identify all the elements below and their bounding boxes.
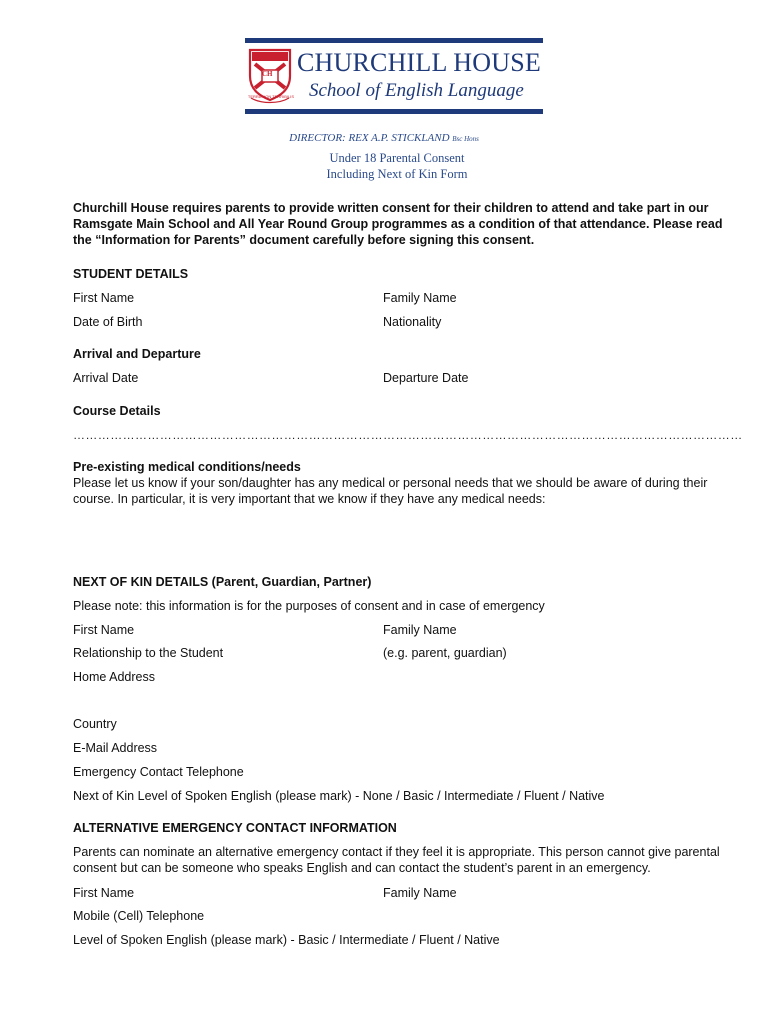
alt-contact-paragraph: Parents can nominate an alternative emergency contact if they feel it is appropriate. This person cannot give parental consent but can be someone who speaks English and can contact the student’s parent in an emergency. — [73, 845, 720, 875]
kin-email-label: E-Mail Address — [73, 741, 158, 755]
course-details-dotted-line: ……………………………………………………………………………………………………………………………………………… — [73, 428, 743, 442]
crest-motto: TERRA NON TERRIBILIS — [247, 94, 295, 99]
kin-first-name-label: First Name — [73, 623, 135, 637]
student-nationality-label: Nationality — [383, 315, 442, 329]
medical-paragraph: Please let us know if your son/daughter has any medical or personal needs that we should be aware of during their course. In particular, it is very important that we know if they have any medical needs: — [73, 476, 708, 506]
intro-paragraph: Churchill House requires parents to provide written consent for their children to attend and take part in our Ramsgate Main School and All Year Round Group programmes as a condition of that attendance. Please read the “Information for Parents” document carefully before signing this consent. — [73, 201, 723, 247]
form-title-line-2: Including Next of Kin Form — [326, 167, 468, 181]
crest-initials: CH — [262, 70, 273, 78]
director-quals: Bsc Hons — [452, 135, 479, 143]
alt-mobile-label: Mobile (Cell) Telephone — [73, 909, 205, 923]
kin-home-address-label: Home Address — [73, 670, 155, 684]
arrival-departure-heading: Arrival and Departure — [73, 347, 201, 361]
student-details-heading: STUDENT DETAILS — [73, 267, 189, 281]
alt-first-name-label: First Name — [73, 886, 135, 900]
student-dob-label: Date of Birth — [73, 315, 143, 329]
director-line — [0, 132, 768, 144]
kin-emergency-phone-label: Emergency Contact Telephone — [73, 765, 244, 779]
alt-contact-heading: ALTERNATIVE EMERGENCY CONTACT INFORMATION — [73, 821, 397, 835]
course-details-heading: Course Details — [73, 404, 161, 418]
school-name: School of English Language — [309, 80, 524, 101]
kin-country-label: Country — [73, 717, 117, 731]
next-of-kin-heading: NEXT OF KIN DETAILS (Parent, Guardian, Partner) — [73, 575, 372, 589]
director-name: DIRECTOR: REX A.P. STICKLAND — [289, 132, 450, 144]
departure-date-label: Departure Date — [383, 371, 469, 385]
org-name: CHURCHILL HOUSE — [297, 48, 541, 77]
student-first-name-label: First Name — [73, 291, 135, 305]
logo-top-rule — [245, 38, 543, 43]
medical-heading: Pre-existing medical conditions/needs — [73, 460, 301, 474]
school-logo — [245, 38, 543, 114]
arrival-date-label: Arrival Date — [73, 371, 139, 385]
logo-bottom-rule — [245, 109, 543, 114]
form-title-line-1: Under 18 Parental Consent — [329, 151, 465, 165]
next-of-kin-note: Please note: this information is for the purposes of consent and in case of emergency — [73, 599, 545, 613]
kin-relationship-label: Relationship to the Student — [73, 646, 224, 660]
alt-family-name-label: Family Name — [383, 886, 457, 900]
student-family-name-label: Family Name — [383, 291, 457, 305]
kin-relationship-hint: (e.g. parent, guardian) — [383, 646, 507, 660]
alt-english-level-label: Level of Spoken English (please mark) - Basic / Intermediate / Fluent / Native — [73, 933, 500, 947]
kin-english-level-label: Next of Kin Level of Spoken English (please mark) - None / Basic / Intermediate / Fluent / Native — [73, 789, 605, 803]
kin-family-name-label: Family Name — [383, 623, 457, 637]
